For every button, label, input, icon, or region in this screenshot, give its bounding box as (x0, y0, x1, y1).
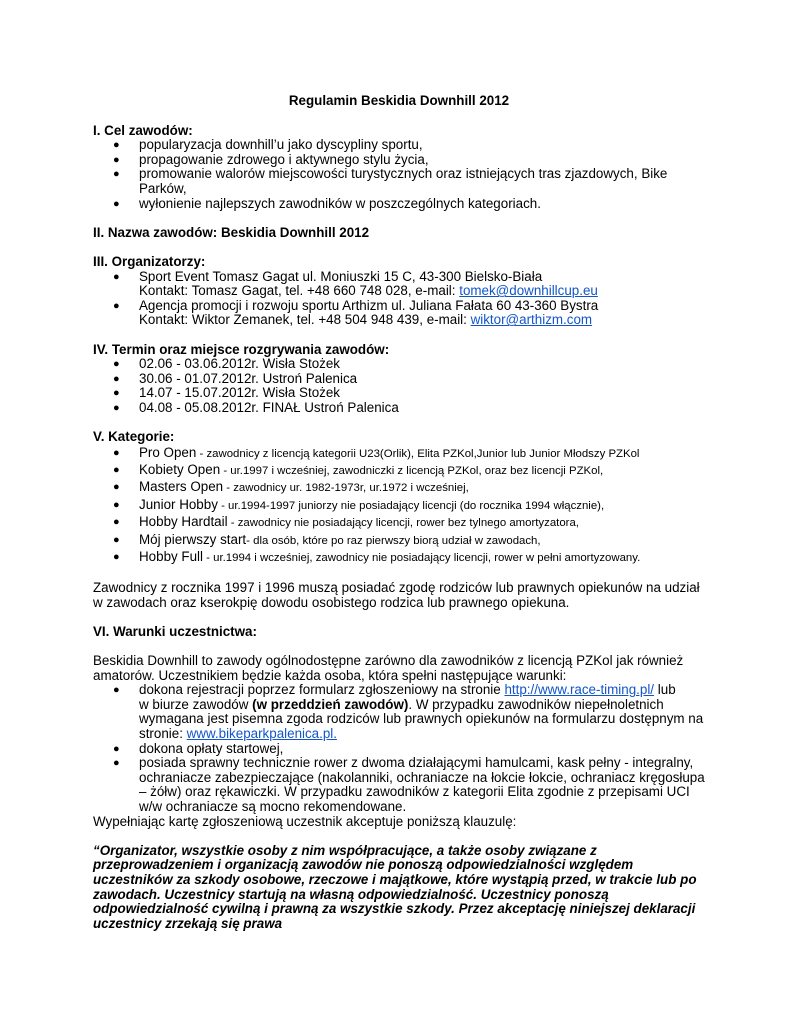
goals-list (93, 138, 705, 211)
list-item (93, 549, 705, 566)
category-desc: - zawodnicy nie posiadający licencji, rower bez tylnego amortyzatora, (227, 517, 579, 530)
section-heading-name: II. Nazwa zawodów: Beskidia Downhill 2012 (93, 224, 370, 240)
bikepark-link[interactable]: www.bikeparkpalenica.pl. (186, 726, 337, 742)
condition-text: w biurze zawodów (139, 696, 253, 712)
section-heading-goals: I. Cel zawodów: (93, 122, 193, 138)
list-item: ● 14.07 - 15.07.2012r. Wisła Stożek (93, 386, 705, 401)
category-desc: - ur.1994-1997 juniorzy nie posiadający licencji (do rocznika 1994 włącznie), (217, 499, 605, 512)
category-name: Hobby Hardtail (139, 514, 228, 530)
category-name: Junior Hobby (139, 496, 218, 512)
liability-clause: “Organizator, wszystkie osoby z nim współpracujące, a także osoby związane z przeprowadzeniem i organizacją zawodów nie ponoszą odpowiedzialności względem uczestników za szkody osobowe, rzeczowe i majątkowe, które wystąpią przed, w trakcie lub po zawodach. Uczestnicy startują na własną odpowiedzialność. Uczestnicy ponoszą odpowiedzialność cywilną i prawną za wszystkie szkody. Przez akceptację niniejszej deklaracji uczestnicy zrzekają się prawa (93, 842, 697, 931)
registration-link[interactable]: http://www.race-timing.pl/ (504, 682, 655, 698)
list-item: ● posiada sprawny technicznie rower z dwoma działającymi hamulcami, kask pełny - integralny, ochraniacze zabezpieczające (nakolanniki, ochraniacze na łokcie łokcie, ochraniacz kręgosłupa – żółw) oraz rękawiczki. W przypadku zawodników z kategorii Elita zgodnie z przepisami UCI w/w ochraniacze są mocno rekomendowane. (93, 756, 705, 814)
list-item: ● promowanie walorów miejscowości turystycznych oraz istniejących tras zjazdowych, Bike Parków, (93, 167, 705, 196)
organizer-address: Agencja promocji i rozwoju sportu Arthizm ul. Juliana Fałata 60 43-360 Bystra (139, 297, 599, 313)
categories-note: Zawodnicy z rocznika 1997 i 1996 muszą posiadać zgodę rodziców lub prawnych opiekunów na udział w zawodach oraz kserokpię dowodu osobistego rodzica lub prawnego opiekuna. (93, 580, 700, 610)
list-item (93, 683, 705, 741)
list-item: ● 04.08 - 05.08.2012r. FINAŁ Ustroń Palenica (93, 401, 705, 416)
email-link[interactable]: wiktor@arthizm.com (470, 312, 593, 328)
condition-text: dokona rejestracji poprzez formularz zgłoszeniowy na stronie (139, 682, 505, 698)
category-name: Pro Open (139, 444, 197, 460)
list-item (93, 514, 705, 531)
document-page (93, 94, 705, 931)
page-title: Regulamin Beskidia Downhill 2012 (288, 93, 510, 108)
condition-text: . W przypadku zawodników niepełnoletnich wymagana jest pisemna zgoda rodziców lub prawnych opiekunów na formularzu dostępnym na stronie: (139, 696, 704, 742)
list-item (93, 479, 705, 496)
list-item (93, 497, 705, 514)
section-heading-categories: V. Kategorie: (93, 429, 175, 445)
list-item (93, 270, 705, 299)
conditions-intro: Beskidia Downhill to zawody ogólnodostępne zarówno dla zawodników z licencją PZKol jak również amatorów. Uczestnikiem będzie każda osoba, która spełni następujące warunki: (93, 653, 684, 683)
category-desc: - dla osób, które po raz pierwszy biorą udział w zawodach, (246, 534, 541, 547)
organizers-list (93, 270, 705, 328)
email-link[interactable]: tomek@downhillcup.eu (459, 283, 598, 299)
category-desc: - ur.1994 i wcześniej, zawodnicy nie posiadający licencji, rower w pełni amortyzowany. (203, 552, 641, 565)
section-heading-dates: IV. Termin oraz miejsce rozgrywania zawodów: (93, 341, 390, 357)
dates-list (93, 357, 705, 415)
section-heading-organizers: III. Organizatorzy: (93, 253, 206, 269)
categories-list (93, 445, 705, 567)
list-item (93, 299, 705, 328)
list-item: ● propagowanie zdrowego i aktywnego stylu życia, (93, 153, 705, 168)
condition-bold-text: (w przeddzień zawodów) (252, 696, 409, 712)
category-name: Kobiety Open (139, 462, 221, 478)
conditions-list (93, 683, 705, 814)
list-item: ● popularyzacja downhill’u jako dyscypliny sportu, (93, 138, 705, 153)
category-name: Masters Open (139, 479, 224, 495)
condition-text: lub (654, 682, 676, 698)
list-item: ● 30.06 - 01.07.2012r. Ustroń Palenica (93, 372, 705, 387)
organizer-contact: Kontakt: Tomasz Gagat, tel. +48 660 748 028, e-mail: (139, 283, 460, 299)
category-desc: - zawodnicy z licencją kategorii U23(Orlik), Elita PZKol,Junior lub Junior Młodszy PZKol (196, 447, 640, 460)
category-name: Hobby Full (139, 549, 204, 565)
list-item (93, 445, 705, 462)
category-desc: - zawodnicy ur. 1982-1973r, ur.1972 i wcześniej, (223, 482, 469, 495)
section-heading-conditions: VI. Warunki uczestnictwa: (93, 623, 257, 639)
list-item: ● 02.06 - 03.06.2012r. Wisła Stożek (93, 357, 705, 372)
list-item: ● wyłonienie najlepszych zawodników w poszczególnych kategoriach. (93, 197, 705, 212)
list-item (93, 462, 705, 479)
list-item (93, 532, 705, 549)
organizer-address: Sport Event Tomasz Gagat ul. Moniuszki 15 C, 43-300 Bielsko-Biała (139, 268, 543, 284)
organizer-contact: Kontakt: Wiktor Zemanek, tel. +48 504 948 439, e-mail: (139, 312, 471, 328)
category-desc: - ur.1997 i wcześniej, zawodniczki z licencją PZKol, oraz bez licencji PZKol, (220, 465, 604, 478)
category-name: Mój pierwszy start (139, 531, 247, 547)
list-item: ● dokona opłaty startowej, (93, 742, 705, 757)
acceptance-text: Wypełniając kartę zgłoszeniową uczestnik akceptuje poniższą klauzulę: (93, 813, 517, 829)
